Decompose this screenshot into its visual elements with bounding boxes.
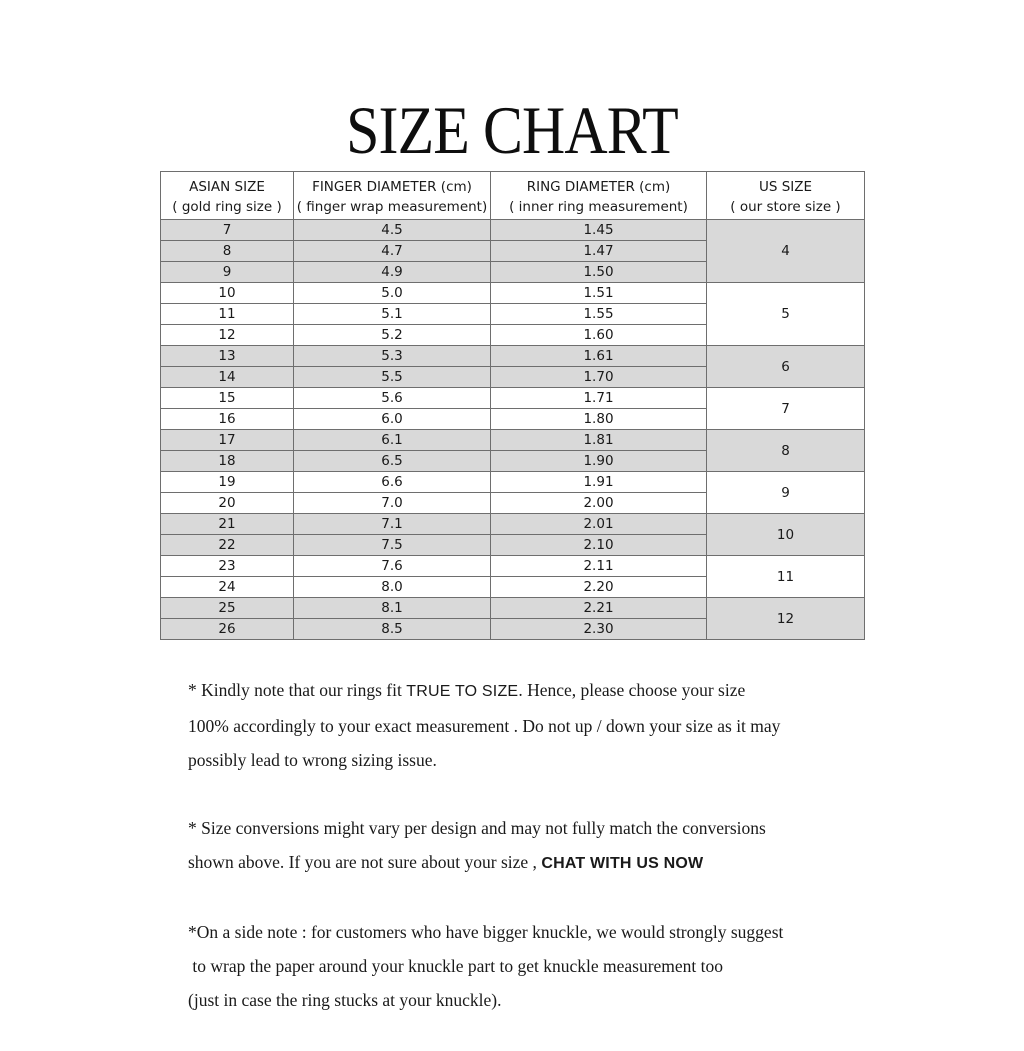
note1-text-end: . Hence, please choose your size [518,680,746,700]
cell-ring-diameter: 1.70 [491,367,707,388]
cell-ring-diameter: 2.30 [491,619,707,640]
cell-finger-diameter: 4.7 [294,241,491,262]
cell-ring-diameter: 1.81 [491,430,707,451]
header-finger-diameter-sub: ( finger wrap measurement) [294,197,491,220]
table-row [161,220,865,241]
table-row [161,430,865,451]
cell-asian-size: 23 [161,556,294,577]
note3-line2: to wrap the paper around your knuckle part to get knuckle measurement too [188,956,724,976]
note1-line2: 100% accordingly to your exact measurement . Do not up / down your size as it may [188,716,781,736]
cell-ring-diameter: 1.91 [491,472,707,493]
cell-us-size: 12 [707,598,865,640]
note2-line2-text: shown above. If you are not sure about your size , [188,852,542,872]
note1-text-start: * Kindly note that our rings fit [188,680,407,700]
cell-ring-diameter: 1.50 [491,262,707,283]
cell-finger-diameter: 6.6 [294,472,491,493]
size-table [160,171,865,640]
cell-ring-diameter: 1.71 [491,388,707,409]
table-row [161,556,865,577]
header-finger-diameter: FINGER DIAMETER (cm) [294,172,491,198]
cell-asian-size: 20 [161,493,294,514]
cell-asian-size: 22 [161,535,294,556]
cell-asian-size: 15 [161,388,294,409]
cell-finger-diameter: 4.9 [294,262,491,283]
table-header-row-1 [161,172,865,198]
table-body [161,220,865,640]
chat-with-us-link: CHAT WITH US NOW [541,855,704,872]
cell-us-size: 6 [707,346,865,388]
note-true-to-size [188,673,888,777]
cell-asian-size: 26 [161,619,294,640]
cell-ring-diameter: 1.90 [491,451,707,472]
note3-line3: (just in case the ring stucks at your knuckle). [188,990,502,1010]
cell-asian-size: 14 [161,367,294,388]
cell-us-size: 10 [707,514,865,556]
cell-finger-diameter: 6.0 [294,409,491,430]
cell-finger-diameter: 5.2 [294,325,491,346]
cell-asian-size: 11 [161,304,294,325]
note3-line1: *On a side note : for customers who have bigger knuckle, we would strongly suggest [188,922,784,942]
cell-finger-diameter: 6.5 [294,451,491,472]
table-row [161,514,865,535]
cell-ring-diameter: 2.11 [491,556,707,577]
cell-ring-diameter: 2.10 [491,535,707,556]
cell-us-size: 8 [707,430,865,472]
cell-finger-diameter: 5.6 [294,388,491,409]
cell-us-size: 11 [707,556,865,598]
cell-finger-diameter: 6.1 [294,430,491,451]
cell-finger-diameter: 8.1 [294,598,491,619]
table-row [161,598,865,619]
table-row [161,472,865,493]
header-us-size-sub: ( our store size ) [707,197,865,220]
note1-emphasis: TRUE TO SIZE [406,683,519,700]
cell-asian-size: 18 [161,451,294,472]
page-title: SIZE CHART [346,92,678,168]
header-ring-diameter: RING DIAMETER (cm) [491,172,707,198]
cell-asian-size: 16 [161,409,294,430]
cell-finger-diameter: 5.5 [294,367,491,388]
cell-asian-size: 9 [161,262,294,283]
cell-finger-diameter: 7.6 [294,556,491,577]
cell-finger-diameter: 8.5 [294,619,491,640]
cell-ring-diameter: 1.55 [491,304,707,325]
cell-asian-size: 17 [161,430,294,451]
cell-asian-size: 8 [161,241,294,262]
cell-us-size: 7 [707,388,865,430]
header-us-size: US SIZE [707,172,865,198]
cell-ring-diameter: 2.00 [491,493,707,514]
table-header-row-2 [161,197,865,220]
cell-ring-diameter: 1.51 [491,283,707,304]
notes [188,673,888,1051]
cell-ring-diameter: 1.45 [491,220,707,241]
cell-finger-diameter: 5.3 [294,346,491,367]
cell-finger-diameter: 8.0 [294,577,491,598]
cell-asian-size: 7 [161,220,294,241]
cell-ring-diameter: 1.47 [491,241,707,262]
cell-asian-size: 25 [161,598,294,619]
cell-ring-diameter: 2.20 [491,577,707,598]
cell-us-size: 9 [707,472,865,514]
cell-ring-diameter: 2.21 [491,598,707,619]
note-knuckle [188,915,888,1017]
cell-asian-size: 12 [161,325,294,346]
cell-finger-diameter: 7.0 [294,493,491,514]
cell-ring-diameter: 2.01 [491,514,707,535]
cell-asian-size: 19 [161,472,294,493]
cell-finger-diameter: 7.1 [294,514,491,535]
cell-asian-size: 13 [161,346,294,367]
cell-finger-diameter: 5.0 [294,283,491,304]
note-size-conversions [188,811,888,881]
cell-ring-diameter: 1.80 [491,409,707,430]
cell-ring-diameter: 1.61 [491,346,707,367]
note1-line3: possibly lead to wrong sizing issue. [188,750,437,770]
table-row [161,388,865,409]
cell-asian-size: 24 [161,577,294,598]
cell-finger-diameter: 4.5 [294,220,491,241]
table-row [161,346,865,367]
cell-ring-diameter: 1.60 [491,325,707,346]
cell-finger-diameter: 7.5 [294,535,491,556]
note2-line1: * Size conversions might vary per design and may not fully match the conversions [188,818,766,838]
cell-us-size: 4 [707,220,865,283]
cell-asian-size: 10 [161,283,294,304]
header-asian-size-sub: ( gold ring size ) [161,197,294,220]
cell-finger-diameter: 5.1 [294,304,491,325]
cell-asian-size: 21 [161,514,294,535]
header-asian-size: ASIAN SIZE [161,172,294,198]
header-ring-diameter-sub: ( inner ring measurement) [491,197,707,220]
table-row [161,283,865,304]
cell-us-size: 5 [707,283,865,346]
